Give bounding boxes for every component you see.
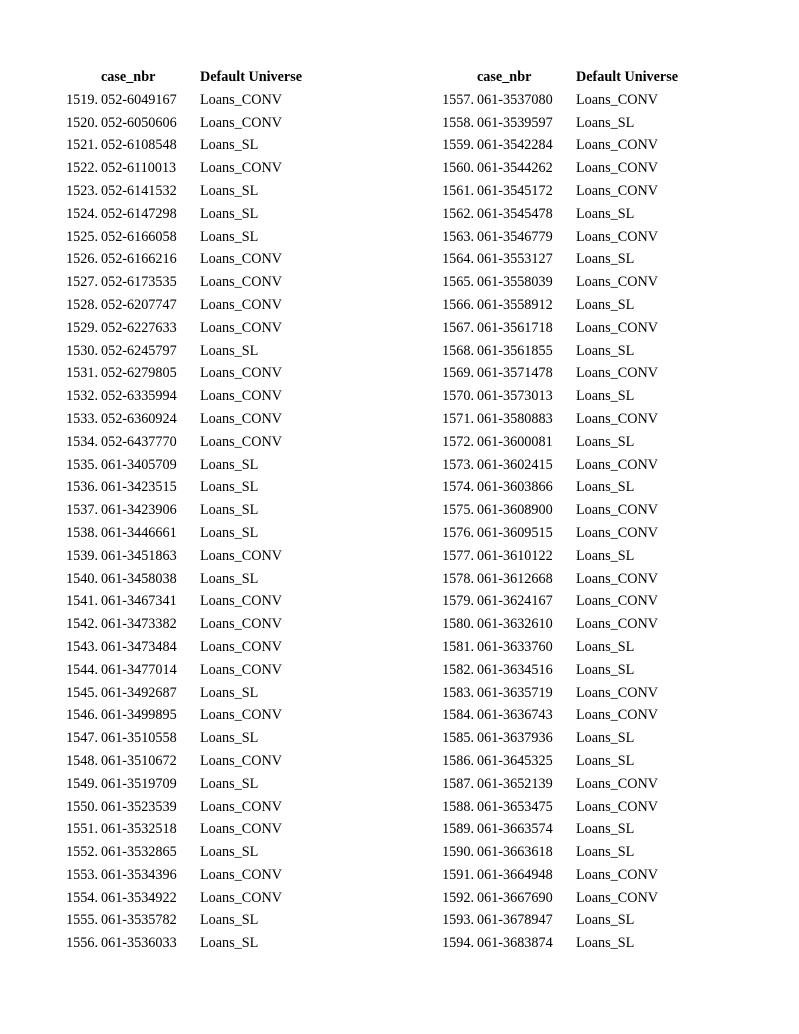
default-universe-cell: Loans_SL: [576, 251, 635, 268]
default-universe-cell: Loans_CONV: [200, 593, 282, 610]
row-number: 1585.: [442, 730, 474, 747]
default-universe-cell: Loans_CONV: [576, 707, 658, 724]
case-nbr-cell: 061-3467341: [101, 593, 177, 610]
default-universe-cell: Loans_SL: [576, 433, 635, 450]
default-universe-cell: Loans_CONV: [576, 160, 658, 177]
default-universe-cell: Loans_CONV: [576, 502, 658, 519]
case-nbr-cell: 052-6049167: [101, 91, 177, 108]
case-nbr-cell: 061-3553127: [477, 251, 553, 268]
row-number: 1561.: [442, 182, 474, 199]
default-universe-cell: Loans_SL: [576, 661, 635, 678]
row-number: 1537.: [66, 502, 98, 519]
default-universe-cell: Loans_CONV: [200, 433, 282, 450]
row-number: 1558.: [442, 114, 474, 131]
default-universe-cell: Loans_SL: [200, 730, 259, 747]
row-number: 1535.: [66, 456, 98, 473]
row-number: 1562.: [442, 205, 474, 222]
default-universe-cell: Loans_SL: [200, 570, 259, 587]
case-nbr-cell: 052-6166058: [101, 228, 177, 245]
case-nbr-cell: 061-3571478: [477, 365, 553, 382]
row-number: 1526.: [66, 251, 98, 268]
case-nbr-cell: 061-3537080: [477, 91, 553, 108]
case-nbr-cell: 061-3492687: [101, 684, 177, 701]
row-number: 1589.: [442, 821, 474, 838]
row-number: 1579.: [442, 593, 474, 610]
case-nbr-cell: 061-3663574: [477, 821, 553, 838]
default-universe-cell: Loans_CONV: [200, 821, 282, 838]
default-universe-cell: Loans_SL: [576, 935, 635, 952]
row-number: 1543.: [66, 638, 98, 655]
default-universe-cell: Loans_CONV: [200, 114, 282, 131]
row-number: 1523.: [66, 182, 98, 199]
row-number: 1559.: [442, 137, 474, 154]
case-nbr-header: case_nbr: [101, 69, 156, 85]
default-universe-cell: Loans_CONV: [576, 274, 658, 291]
case-nbr-cell: 061-3536033: [101, 935, 177, 952]
default-universe-cell: Loans_CONV: [576, 456, 658, 473]
case-nbr-cell: 061-3473484: [101, 638, 177, 655]
default-universe-cell: Loans_SL: [576, 638, 635, 655]
case-nbr-cell: 061-3663618: [477, 844, 553, 861]
default-universe-cell: Loans_CONV: [576, 228, 658, 245]
default-universe-cell: Loans_CONV: [200, 160, 282, 177]
default-universe-cell: Loans_CONV: [200, 547, 282, 564]
row-number: 1567.: [442, 319, 474, 336]
case-nbr-cell: 061-3539597: [477, 114, 553, 131]
case-nbr-cell: 061-3608900: [477, 502, 553, 519]
case-nbr-cell: 061-3609515: [477, 524, 553, 541]
row-number: 1554.: [66, 889, 98, 906]
default-universe-cell: Loans_CONV: [576, 684, 658, 701]
row-number: 1550.: [66, 798, 98, 815]
case-nbr-cell: 061-3534396: [101, 866, 177, 883]
case-nbr-cell: 052-6166216: [101, 251, 177, 268]
row-number: 1555.: [66, 912, 98, 929]
default-universe-cell: Loans_CONV: [200, 661, 282, 678]
row-number: 1575.: [442, 502, 474, 519]
default-universe-cell: Loans_SL: [576, 821, 635, 838]
default-universe-cell: Loans_CONV: [200, 319, 282, 336]
case-nbr-cell: 061-3633760: [477, 638, 553, 655]
row-number: 1519.: [66, 91, 98, 108]
default-universe-cell: Loans_SL: [576, 752, 635, 769]
row-number: 1549.: [66, 775, 98, 792]
default-universe-cell: Loans_CONV: [200, 91, 282, 108]
case-nbr-cell: 061-3632610: [477, 616, 553, 633]
case-nbr-cell: 052-6279805: [101, 365, 177, 382]
default-universe-header: Default Universe: [576, 69, 679, 85]
row-number: 1593.: [442, 912, 474, 929]
row-number: 1591.: [442, 866, 474, 883]
case-nbr-cell: 061-3636743: [477, 707, 553, 724]
row-number: 1560.: [442, 160, 474, 177]
row-number: 1557.: [442, 91, 474, 108]
row-number: 1587.: [442, 775, 474, 792]
default-universe-cell: Loans_CONV: [200, 274, 282, 291]
default-universe-cell: Loans_SL: [200, 502, 259, 519]
row-number: 1520.: [66, 114, 98, 131]
case-nbr-cell: 061-3612668: [477, 570, 553, 587]
default-universe-cell: Loans_SL: [576, 912, 635, 929]
case-nbr-cell: 061-3405709: [101, 456, 177, 473]
row-number: 1534.: [66, 433, 98, 450]
case-nbr-cell: 052-6108548: [101, 137, 177, 154]
case-nbr-cell: 061-3510558: [101, 730, 177, 747]
row-number: 1578.: [442, 570, 474, 587]
row-number: 1574.: [442, 479, 474, 496]
row-number: 1566.: [442, 296, 474, 313]
row-number: 1532.: [66, 388, 98, 405]
row-number: 1580.: [442, 616, 474, 633]
case-nbr-cell: 061-3535782: [101, 912, 177, 929]
row-number: 1571.: [442, 410, 474, 427]
case-nbr-cell: 061-3573013: [477, 388, 553, 405]
default-universe-cell: Loans_CONV: [200, 296, 282, 313]
row-number: 1548.: [66, 752, 98, 769]
default-universe-cell: Loans_CONV: [576, 570, 658, 587]
default-universe-cell: Loans_SL: [200, 479, 259, 496]
default-universe-cell: Loans_SL: [200, 342, 259, 359]
default-universe-cell: Loans_SL: [576, 547, 635, 564]
row-number: 1581.: [442, 638, 474, 655]
case-nbr-cell: 061-3477014: [101, 661, 177, 678]
default-universe-cell: Loans_SL: [200, 844, 259, 861]
case-nbr-cell: 061-3664948: [477, 866, 553, 883]
default-universe-cell: Loans_CONV: [200, 388, 282, 405]
case-nbr-cell: 061-3542284: [477, 137, 553, 154]
case-nbr-cell: 061-3510672: [101, 752, 177, 769]
row-number: 1577.: [442, 547, 474, 564]
default-universe-cell: Loans_CONV: [576, 889, 658, 906]
row-number: 1546.: [66, 707, 98, 724]
row-number: 1572.: [442, 433, 474, 450]
default-universe-cell: Loans_CONV: [576, 137, 658, 154]
row-number: 1553.: [66, 866, 98, 883]
case-nbr-cell: 061-3545172: [477, 182, 553, 199]
default-universe-cell: Loans_SL: [200, 456, 259, 473]
case-nbr-cell: 061-3423515: [101, 479, 177, 496]
row-number: 1536.: [66, 479, 98, 496]
default-universe-header: Default Universe: [200, 69, 303, 85]
row-number: 1592.: [442, 889, 474, 906]
default-universe-cell: Loans_SL: [576, 296, 635, 313]
default-universe-cell: Loans_CONV: [576, 410, 658, 427]
case-nbr-cell: 052-6141532: [101, 182, 177, 199]
case-nbr-cell: 052-6227633: [101, 319, 177, 336]
row-number: 1521.: [66, 137, 98, 154]
default-universe-cell: Loans_CONV: [576, 866, 658, 883]
default-universe-cell: Loans_SL: [576, 730, 635, 747]
row-number: 1545.: [66, 684, 98, 701]
row-number: 1588.: [442, 798, 474, 815]
default-universe-cell: Loans_CONV: [576, 798, 658, 815]
default-universe-cell: Loans_CONV: [200, 638, 282, 655]
row-number: 1522.: [66, 160, 98, 177]
case-nbr-cell: 061-3558912: [477, 296, 553, 313]
row-number: 1570.: [442, 388, 474, 405]
row-number: 1551.: [66, 821, 98, 838]
row-number: 1582.: [442, 661, 474, 678]
case-nbr-cell: 061-3558039: [477, 274, 553, 291]
case-nbr-cell: 061-3546779: [477, 228, 553, 245]
row-number: 1565.: [442, 274, 474, 291]
case-nbr-cell: 061-3653475: [477, 798, 553, 815]
row-number: 1524.: [66, 205, 98, 222]
default-universe-cell: Loans_CONV: [200, 365, 282, 382]
row-number: 1528.: [66, 296, 98, 313]
row-number: 1576.: [442, 524, 474, 541]
default-universe-cell: Loans_SL: [200, 775, 259, 792]
row-number: 1541.: [66, 593, 98, 610]
row-number: 1538.: [66, 524, 98, 541]
case-nbr-cell: 061-3635719: [477, 684, 553, 701]
row-number: 1544.: [66, 661, 98, 678]
case-nbr-cell: 061-3545478: [477, 205, 553, 222]
default-universe-cell: Loans_CONV: [200, 798, 282, 815]
row-number: 1573.: [442, 456, 474, 473]
case-nbr-cell: 061-3652139: [477, 775, 553, 792]
row-number: 1583.: [442, 684, 474, 701]
default-universe-cell: Loans_CONV: [200, 410, 282, 427]
case-nbr-cell: 061-3532865: [101, 844, 177, 861]
case-nbr-cell: 052-6360924: [101, 410, 177, 427]
row-number: 1542.: [66, 616, 98, 633]
row-number: 1556.: [66, 935, 98, 952]
case-nbr-cell: 061-3683874: [477, 935, 553, 952]
default-universe-cell: Loans_CONV: [576, 775, 658, 792]
row-number: 1569.: [442, 365, 474, 382]
default-universe-cell: Loans_SL: [576, 205, 635, 222]
default-universe-cell: Loans_CONV: [200, 616, 282, 633]
case-nbr-cell: 061-3544262: [477, 160, 553, 177]
default-universe-cell: Loans_SL: [200, 228, 259, 245]
default-universe-cell: Loans_SL: [200, 524, 259, 541]
row-number: 1584.: [442, 707, 474, 724]
row-number: 1586.: [442, 752, 474, 769]
row-number: 1552.: [66, 844, 98, 861]
case-nbr-cell: 052-6110013: [101, 160, 177, 177]
case-nbr-cell: 052-6050606: [101, 114, 177, 131]
case-nbr-cell: 061-3580883: [477, 410, 553, 427]
default-universe-cell: Loans_CONV: [200, 752, 282, 769]
case-nbr-cell: 061-3532518: [101, 821, 177, 838]
case-nbr-cell: 061-3534922: [101, 889, 177, 906]
case-nbr-cell: 052-6147298: [101, 205, 177, 222]
default-universe-cell: Loans_CONV: [576, 365, 658, 382]
case-nbr-cell: 061-3637936: [477, 730, 553, 747]
default-universe-cell: Loans_CONV: [200, 889, 282, 906]
row-number: 1527.: [66, 274, 98, 291]
case-nbr-cell: 061-3678947: [477, 912, 553, 929]
default-universe-cell: Loans_CONV: [576, 593, 658, 610]
case-nbr-cell: 061-3458038: [101, 570, 177, 587]
default-universe-cell: Loans_SL: [576, 114, 635, 131]
case-nbr-cell: 061-3519709: [101, 775, 177, 792]
row-number: 1568.: [442, 342, 474, 359]
default-universe-cell: Loans_CONV: [576, 524, 658, 541]
case-nbr-cell: 061-3423906: [101, 502, 177, 519]
default-universe-cell: Loans_SL: [576, 388, 635, 405]
default-universe-cell: Loans_CONV: [200, 707, 282, 724]
case-nbr-cell: 052-6245797: [101, 342, 177, 359]
default-universe-cell: Loans_SL: [200, 684, 259, 701]
case-nbr-cell: 061-3603866: [477, 479, 553, 496]
case-nbr-cell: 061-3667690: [477, 889, 553, 906]
row-number: 1563.: [442, 228, 474, 245]
case-nbr-cell: 052-6173535: [101, 274, 177, 291]
case-nbr-cell: 061-3645325: [477, 752, 553, 769]
default-universe-cell: Loans_SL: [576, 342, 635, 359]
case-nbr-cell: 061-3561855: [477, 342, 553, 359]
default-universe-cell: Loans_CONV: [576, 319, 658, 336]
case-nbr-cell: 061-3499895: [101, 707, 177, 724]
row-number: 1590.: [442, 844, 474, 861]
case-nbr-cell: 061-3446661: [101, 524, 177, 541]
default-universe-cell: Loans_SL: [576, 479, 635, 496]
default-universe-cell: Loans_CONV: [200, 251, 282, 268]
case-nbr-cell: 061-3602415: [477, 456, 553, 473]
case-nbr-cell: 061-3634516: [477, 661, 553, 678]
default-universe-cell: Loans_CONV: [576, 616, 658, 633]
row-number: 1525.: [66, 228, 98, 245]
case-nbr-cell: 061-3610122: [477, 547, 553, 564]
default-universe-cell: Loans_SL: [576, 844, 635, 861]
default-universe-cell: Loans_SL: [200, 182, 259, 199]
case-nbr-cell: 061-3600081: [477, 433, 553, 450]
row-number: 1594.: [442, 935, 474, 952]
case-nbr-header: case_nbr: [477, 69, 532, 85]
row-number: 1530.: [66, 342, 98, 359]
row-number: 1539.: [66, 547, 98, 564]
default-universe-cell: Loans_CONV: [200, 866, 282, 883]
case-nbr-cell: 061-3523539: [101, 798, 177, 815]
row-number: 1531.: [66, 365, 98, 382]
default-universe-cell: Loans_SL: [200, 912, 259, 929]
row-number: 1533.: [66, 410, 98, 427]
row-number: 1529.: [66, 319, 98, 336]
row-number: 1540.: [66, 570, 98, 587]
default-universe-cell: Loans_CONV: [576, 91, 658, 108]
case-nbr-cell: 061-3451863: [101, 547, 177, 564]
row-number: 1547.: [66, 730, 98, 747]
case-nbr-cell: 061-3624167: [477, 593, 553, 610]
row-number: 1564.: [442, 251, 474, 268]
case-nbr-cell: 052-6437770: [101, 433, 177, 450]
default-universe-cell: Loans_SL: [200, 205, 259, 222]
default-universe-cell: Loans_SL: [200, 935, 259, 952]
case-nbr-cell: 052-6335994: [101, 388, 177, 405]
case-nbr-cell: 052-6207747: [101, 296, 177, 313]
default-universe-cell: Loans_SL: [200, 137, 259, 154]
case-nbr-cell: 061-3561718: [477, 319, 553, 336]
case-nbr-cell: 061-3473382: [101, 616, 177, 633]
default-universe-cell: Loans_CONV: [576, 182, 658, 199]
